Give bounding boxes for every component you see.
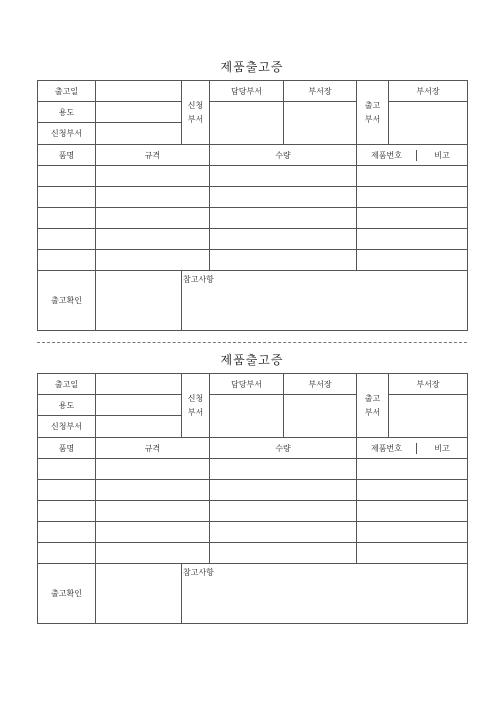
spec-cell[interactable] [96, 459, 210, 480]
cut-line-divider [37, 342, 467, 343]
quantity-cell[interactable] [210, 543, 357, 564]
spec-cell[interactable] [96, 480, 210, 501]
item-name-cell[interactable] [38, 522, 96, 543]
quantity-header: 수량 [210, 438, 357, 459]
table-row [38, 522, 468, 543]
spec-cell[interactable] [96, 208, 210, 229]
release-dept-head-sign-box[interactable] [389, 395, 468, 438]
requesting-dept-label: 신청부서 [38, 416, 96, 438]
quantity-cell[interactable] [210, 229, 357, 250]
purpose-label: 용도 [38, 102, 96, 123]
dept-head-sign-box[interactable] [284, 395, 357, 438]
release-date-label: 출고일 [38, 374, 96, 395]
release-date-field[interactable] [96, 374, 182, 395]
person-in-charge-sign-box[interactable] [210, 102, 284, 145]
product-number-cell[interactable] [357, 166, 468, 187]
spec-cell[interactable] [96, 166, 210, 187]
release-dept-head-label: 부서장 [389, 81, 468, 102]
item-name-header: 품명 [38, 145, 96, 166]
notes-field[interactable] [182, 271, 468, 331]
apply-dept-header: 신청 부서 [182, 374, 210, 438]
table-row [38, 208, 468, 229]
dept-head-label: 부서장 [284, 374, 357, 395]
product-number-cell[interactable] [357, 522, 468, 543]
notes-field[interactable] [182, 564, 468, 624]
spec-cell[interactable] [96, 187, 210, 208]
person-in-charge-label: 담당부서 [210, 374, 284, 395]
spec-header: 규격 [96, 438, 210, 459]
remarks-header: 비고 [434, 150, 450, 160]
release-dept-header: 출고 부서 [357, 374, 389, 438]
requesting-dept-field[interactable] [96, 416, 182, 438]
item-name-cell[interactable] [38, 501, 96, 522]
quantity-cell[interactable] [210, 459, 357, 480]
purpose-field[interactable] [96, 102, 182, 123]
spec-cell[interactable] [96, 522, 210, 543]
spec-cell[interactable] [96, 501, 210, 522]
notes-label: 참고사항 [183, 275, 214, 284]
product-number-header: 제품번호 비고 [357, 145, 468, 166]
product-number-cell[interactable] [357, 459, 468, 480]
person-in-charge-sign-box[interactable] [210, 395, 284, 438]
table-row [38, 250, 468, 271]
item-name-cell[interactable] [38, 250, 96, 271]
release-confirm-field[interactable] [96, 564, 182, 624]
item-name-header: 품명 [38, 438, 96, 459]
product-number-cell[interactable] [357, 250, 468, 271]
requesting-dept-field[interactable] [96, 123, 182, 145]
quantity-cell[interactable] [210, 208, 357, 229]
quantity-cell[interactable] [210, 522, 357, 543]
product-number-cell[interactable] [357, 187, 468, 208]
spec-header: 규격 [96, 145, 210, 166]
item-name-cell[interactable] [38, 229, 96, 250]
release-dept-header: 출고 부서 [357, 81, 389, 145]
quantity-cell[interactable] [210, 187, 357, 208]
remarks-header: 비고 [434, 443, 450, 453]
form-title: 제품출고증 [220, 60, 284, 74]
item-name-cell[interactable] [38, 480, 96, 501]
release-form-table [37, 80, 468, 331]
product-number-cell[interactable] [357, 208, 468, 229]
table-row [38, 543, 468, 564]
table-row [38, 480, 468, 501]
product-number-cell[interactable] [357, 501, 468, 522]
spec-cell[interactable] [96, 543, 210, 564]
release-confirm-field[interactable] [96, 271, 182, 331]
item-name-cell[interactable] [38, 208, 96, 229]
product-number-cell[interactable] [357, 480, 468, 501]
quantity-cell[interactable] [210, 480, 357, 501]
release-date-field[interactable] [96, 81, 182, 102]
table-row [38, 501, 468, 522]
requesting-dept-label: 신청부서 [38, 123, 96, 145]
form-title: 제품출고증 [220, 353, 284, 367]
item-name-cell[interactable] [38, 543, 96, 564]
spec-cell[interactable] [96, 229, 210, 250]
quantity-cell[interactable] [210, 501, 357, 522]
item-name-cell[interactable] [38, 166, 96, 187]
table-row [38, 229, 468, 250]
dept-head-sign-box[interactable] [284, 102, 357, 145]
purpose-field[interactable] [96, 395, 182, 416]
release-dept-head-label: 부서장 [389, 374, 468, 395]
release-date-label: 출고일 [38, 81, 96, 102]
quantity-cell[interactable] [210, 166, 357, 187]
release-confirm-label: 출고확인 [38, 564, 96, 624]
release-dept-head-sign-box[interactable] [389, 102, 468, 145]
dept-head-label: 부서장 [284, 81, 357, 102]
table-row [38, 166, 468, 187]
quantity-cell[interactable] [210, 250, 357, 271]
spec-cell[interactable] [96, 250, 210, 271]
release-form-table [37, 373, 468, 624]
product-number-cell[interactable] [357, 543, 468, 564]
purpose-label: 용도 [38, 395, 96, 416]
table-row [38, 459, 468, 480]
product-number-header: 제품번호 비고 [357, 438, 468, 459]
table-row [38, 187, 468, 208]
quantity-header: 수량 [210, 145, 357, 166]
item-name-cell[interactable] [38, 459, 96, 480]
item-name-cell[interactable] [38, 187, 96, 208]
notes-label: 참고사항 [183, 568, 214, 577]
apply-dept-header: 신청 부서 [182, 81, 210, 145]
product-number-cell[interactable] [357, 229, 468, 250]
person-in-charge-label: 담당부서 [210, 81, 284, 102]
release-confirm-label: 출고확인 [38, 271, 96, 331]
